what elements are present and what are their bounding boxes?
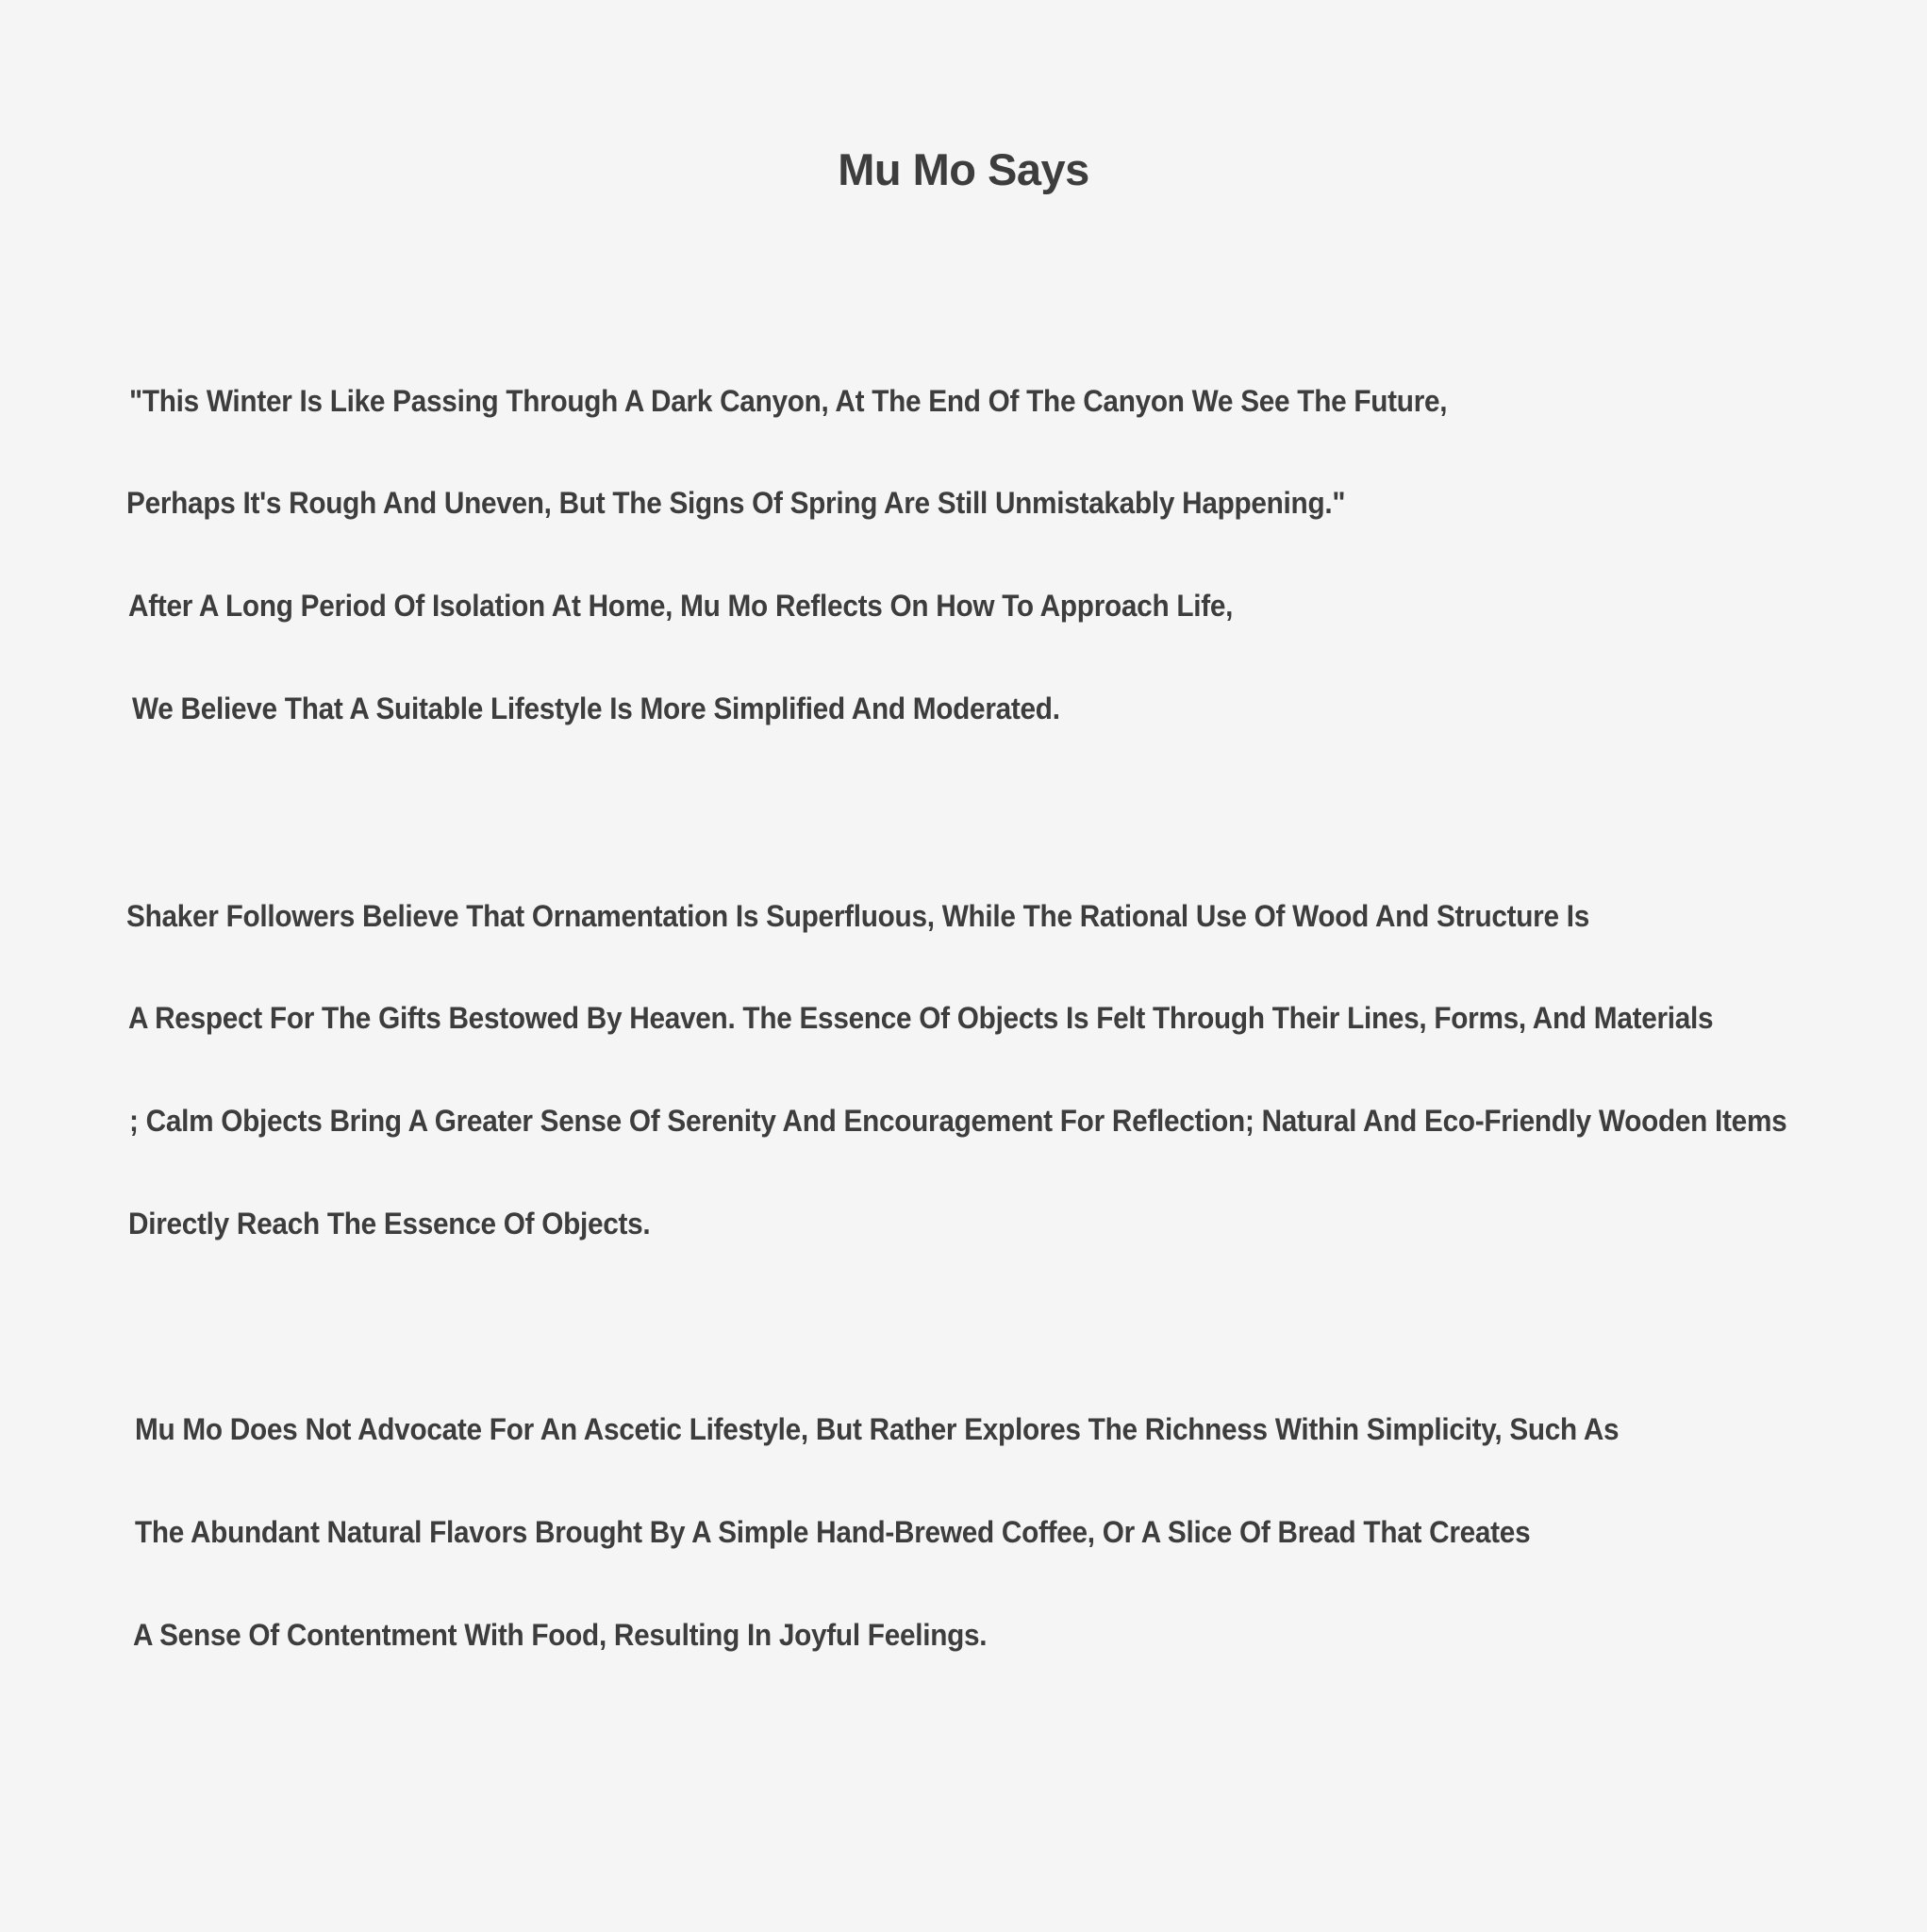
paragraph-line: A Respect For The Gifts Bestowed By Heaven. The Essence Of Objects Is Felt Through Their Lines, Forms, And Materials bbox=[128, 1001, 1714, 1035]
paragraph-line: Perhaps It's Rough And Uneven, But The Signs Of Spring Are Still Unmistakably Happening." bbox=[126, 486, 1346, 520]
paragraph-line: Shaker Followers Believe That Ornamentation Is Superfluous, While The Rational Use Of Wood And Structure Is bbox=[126, 899, 1589, 933]
paragraph-line: A Sense Of Contentment With Food, Resulting In Joyful Feelings. bbox=[133, 1618, 988, 1652]
paragraph-line: Mu Mo Does Not Advocate For An Ascetic Lifestyle, But Rather Explores The Richness Within Simplicity, Such As bbox=[135, 1412, 1620, 1446]
paragraph-line: "This Winter Is Like Passing Through A Dark Canyon, At The End Of The Canyon We See The Future, bbox=[129, 384, 1448, 418]
paragraph-line: We Believe That A Suitable Lifestyle Is More Simplified And Moderated. bbox=[132, 691, 1060, 725]
paragraph-line: Directly Reach The Essence Of Objects. bbox=[128, 1207, 651, 1241]
page-title: Mu Mo Says bbox=[838, 144, 1089, 194]
paragraph-line: After A Long Period Of Isolation At Home, Mu Mo Reflects On How To Approach Life, bbox=[128, 589, 1234, 623]
paragraph-line: The Abundant Natural Flavors Brought By A Simple Hand-Brewed Coffee, Or A Slice Of Bread That Creates bbox=[135, 1515, 1531, 1549]
paragraph-line: ; Calm Objects Bring A Greater Sense Of Serenity And Encouragement For Reflection; Natural And Eco-Friendly Wooden Items bbox=[129, 1104, 1787, 1138]
